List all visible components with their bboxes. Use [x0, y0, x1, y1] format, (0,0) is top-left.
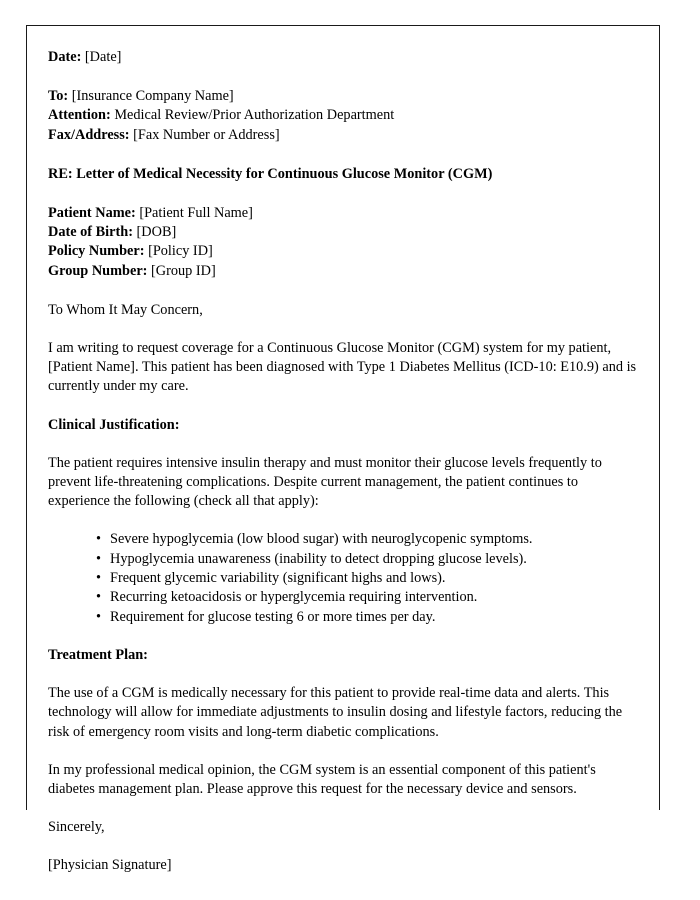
patient-name-line — [48, 204, 638, 223]
spacer — [48, 435, 638, 454]
spacer — [48, 320, 638, 339]
spacer — [48, 742, 638, 761]
patient-group-line — [48, 262, 638, 281]
salutation: To Whom It May Concern, — [48, 301, 203, 318]
recipient-attention-value: Medical Review/Prior Authorization Department — [114, 107, 395, 124]
patient-policy-line — [48, 242, 638, 261]
patient-group-label: Group Number: — [48, 262, 148, 279]
patient-policy-value: [Policy ID] — [148, 243, 213, 260]
patient-name-label: Patient Name: — [48, 205, 136, 222]
spacer — [48, 627, 638, 646]
recipient-attention-line — [48, 106, 638, 125]
spacer — [48, 184, 638, 204]
subject-line: RE: Letter of Medical Necessity for Continuous Glucose Monitor (CGM) — [48, 165, 493, 182]
spacer — [48, 281, 638, 301]
recipient-fax-line — [48, 126, 638, 145]
recipient-fax-value: [Fax Number or Address] — [133, 126, 280, 143]
patient-block — [48, 204, 638, 281]
spacer — [48, 511, 638, 530]
spacer — [48, 665, 638, 684]
letter-body — [48, 48, 638, 874]
treatment-plan-heading: Treatment Plan: — [48, 646, 148, 663]
patient-group-value: [Group ID] — [151, 262, 216, 279]
clinical-justification-heading: Clinical Justification: — [48, 416, 180, 433]
clinical-justification-paragraph: The patient requires intensive insulin therapy and must monitor their glucose levels frequently to prevent life-threatening complications. Despite current management, the patient continues to experience the following (check all that apply): — [48, 454, 602, 510]
date-line — [48, 48, 638, 67]
spacer — [48, 799, 638, 818]
symptom-list — [48, 530, 638, 626]
recipient-block — [48, 87, 638, 145]
recipient-to-line — [48, 87, 638, 106]
spacer — [48, 397, 638, 416]
list-item: • Hypoglycemia unawareness (inability to detect dropping glucose levels). — [96, 550, 638, 569]
spacer — [48, 837, 638, 856]
recipient-fax-label: Fax/Address: — [48, 126, 130, 143]
intro-paragraph: I am writing to request coverage for a Continuous Glucose Monitor (CGM) system for my patient, [Patient Name]. This patient has been diagnosed with Type 1 Diabetes Mellitus (ICD-10: E10.9) and is currently under my care. — [48, 340, 637, 395]
patient-dob-label: Date of Birth: — [48, 224, 133, 241]
document-page — [26, 25, 660, 874]
recipient-to-label: To: — [48, 88, 69, 105]
recipient-to-value: [Insurance Company Name] — [71, 88, 234, 105]
treatment-plan-paragraph-2: In my professional medical opinion, the CGM system is an essential component of this patient's diabetes management plan. Please approve this request for the necessary device and sensors. — [48, 761, 596, 797]
treatment-plan-paragraph-1: The use of a CGM is medically necessary for this patient to provide real-time data and alerts. This technology will allow for immediate adjustments to insulin dosing and lifestyle factors, reducing the risk of emergency room visits and long-term diabetic complications. — [48, 685, 623, 740]
list-item: • Severe hypoglycemia (low blood sugar) with neuroglycopenic symptoms. — [96, 530, 638, 549]
spacer — [48, 145, 638, 165]
patient-name-value: [Patient Full Name] — [139, 205, 253, 222]
patient-dob-value: [DOB] — [136, 224, 177, 241]
patient-policy-label: Policy Number: — [48, 243, 145, 260]
spacer — [48, 67, 638, 87]
date-label: Date: — [48, 49, 82, 65]
signature-placeholder: [Physician Signature] — [48, 857, 172, 874]
valediction: Sincerely, — [48, 819, 105, 836]
list-item: • Recurring ketoacidosis or hyperglycemia requiring intervention. — [96, 588, 638, 607]
date-value: [Date] — [84, 49, 122, 65]
recipient-attention-label: Attention: — [48, 107, 111, 124]
patient-dob-line — [48, 223, 638, 242]
list-item: • Requirement for glucose testing 6 or more times per day. — [96, 608, 638, 627]
list-item: • Frequent glycemic variability (significant highs and lows). — [96, 569, 638, 588]
